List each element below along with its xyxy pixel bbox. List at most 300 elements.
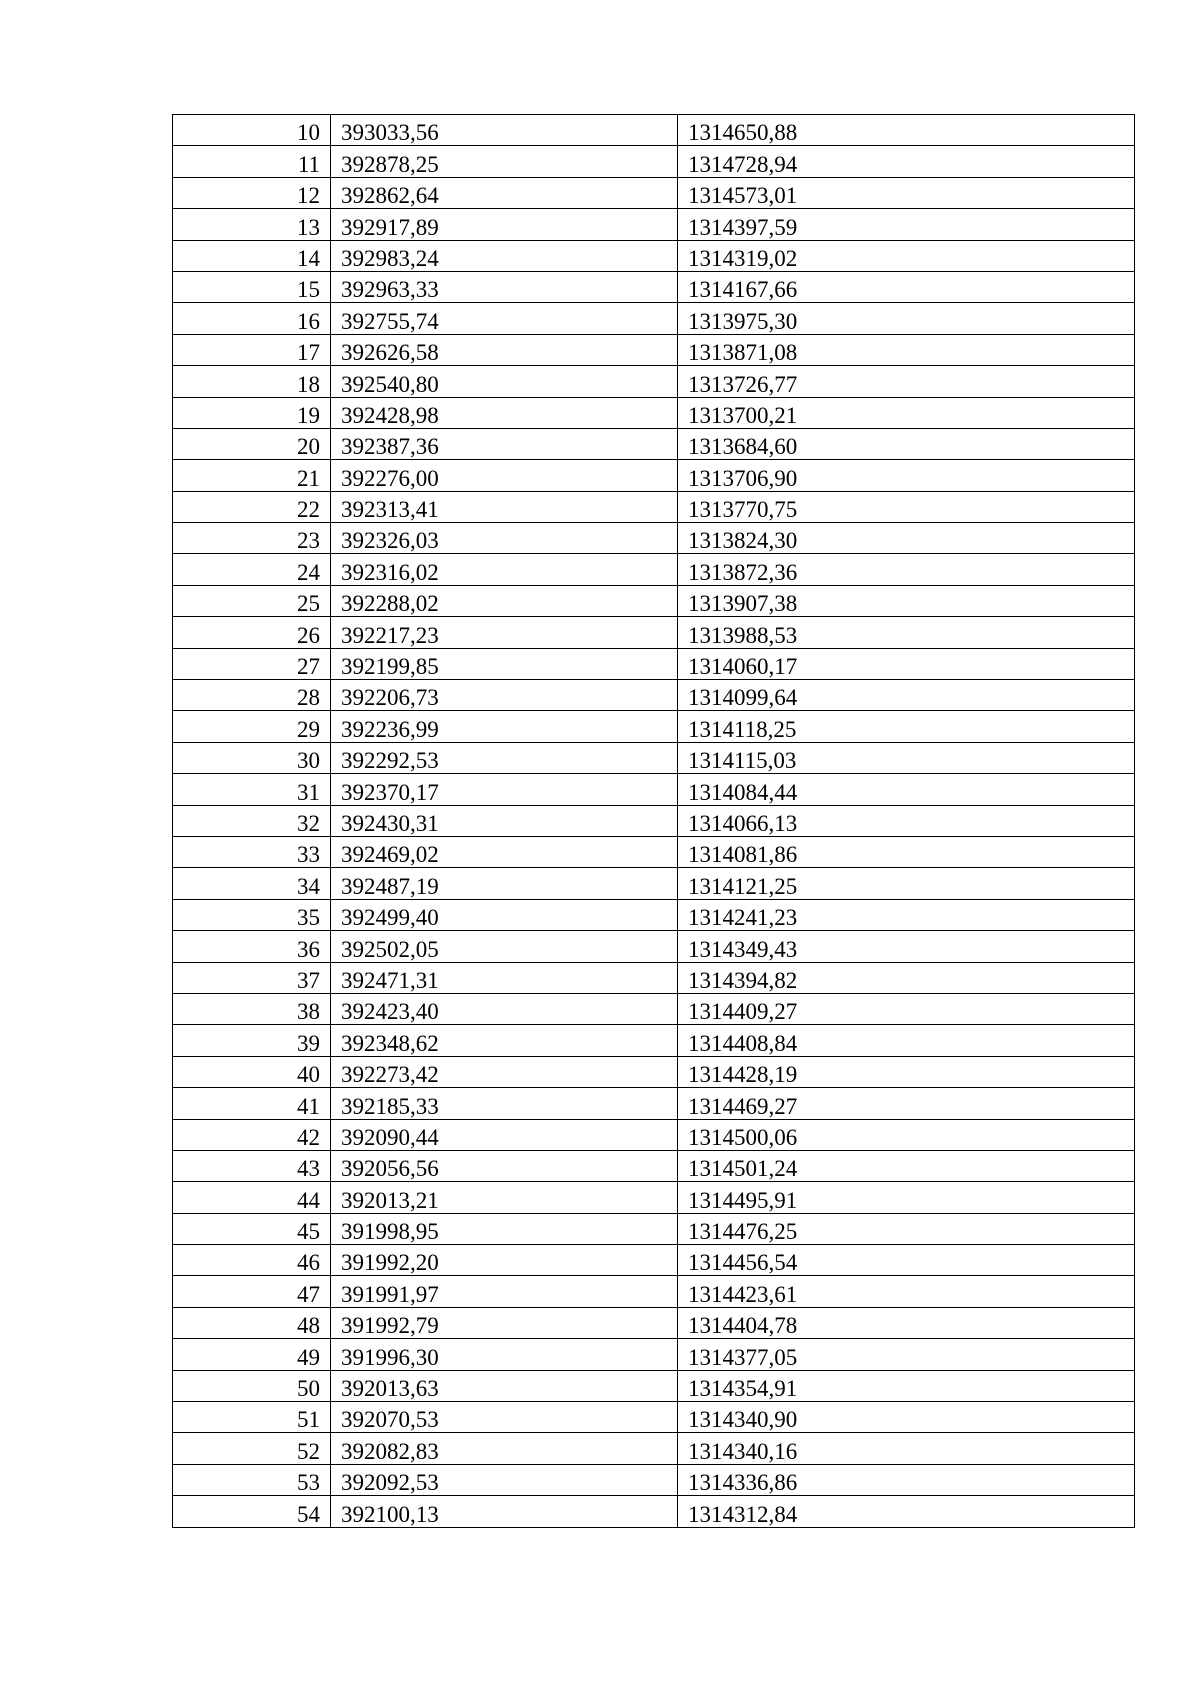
x-coordinate-cell: [331, 1433, 678, 1464]
y-coordinate-cell: [678, 836, 1135, 867]
point-number-text: 27: [297, 654, 320, 680]
y-coordinate-text: 1314428,19: [688, 1062, 798, 1088]
point-number-text: 15: [297, 277, 320, 303]
point-number-text: 54: [297, 1501, 320, 1527]
table-row: [173, 523, 1135, 554]
point-number-cell: [173, 491, 331, 522]
point-number-text: 50: [297, 1376, 320, 1402]
table-row: [173, 1307, 1135, 1338]
table-row: [173, 1370, 1135, 1401]
point-number-text: 31: [297, 779, 320, 805]
x-coordinate-text: 392199,85: [341, 654, 439, 680]
y-coordinate-cell: [678, 1088, 1135, 1119]
x-coordinate-text: 392082,83: [341, 1438, 439, 1464]
point-number-cell: [173, 303, 331, 334]
y-coordinate-cell: [678, 460, 1135, 491]
y-coordinate-cell: [678, 742, 1135, 773]
y-coordinate-text: 1314340,16: [688, 1438, 798, 1464]
x-coordinate-cell: [331, 1150, 678, 1181]
y-coordinate-text: 1314340,90: [688, 1407, 798, 1433]
y-coordinate-text: 1313770,75: [688, 497, 798, 523]
table-row: [173, 1339, 1135, 1370]
table-row: [173, 1088, 1135, 1119]
x-coordinate-text: 392423,40: [341, 999, 439, 1025]
x-coordinate-cell: [331, 303, 678, 334]
x-coordinate-text: 392430,31: [341, 810, 439, 836]
table-row: [173, 1150, 1135, 1181]
table-row: [173, 397, 1135, 428]
x-coordinate-text: 392056,56: [341, 1156, 439, 1182]
x-coordinate-text: 393033,56: [341, 120, 439, 146]
y-coordinate-text: 1314099,64: [688, 685, 798, 711]
x-coordinate-text: 392387,36: [341, 434, 439, 460]
point-number-text: 38: [297, 999, 320, 1025]
point-number-cell: [173, 115, 331, 146]
table-row: [173, 774, 1135, 805]
point-number-cell: [173, 962, 331, 993]
point-number-text: 26: [297, 622, 320, 648]
point-number-cell: [173, 836, 331, 867]
y-coordinate-text: 1314241,23: [688, 905, 798, 931]
table-row: [173, 899, 1135, 930]
point-number-text: 11: [297, 151, 320, 177]
table-row: [173, 1245, 1135, 1276]
point-number-cell: [173, 648, 331, 679]
point-number-cell: [173, 1056, 331, 1087]
point-number-cell: [173, 711, 331, 742]
x-coordinate-cell: [331, 1213, 678, 1244]
y-coordinate-text: 1314456,54: [688, 1250, 798, 1276]
point-number-cell: [173, 397, 331, 428]
y-coordinate-text: 1314319,02: [688, 245, 798, 271]
point-number-cell: [173, 271, 331, 302]
y-coordinate-cell: [678, 115, 1135, 146]
x-coordinate-text: 391996,30: [341, 1344, 439, 1370]
table-row: [173, 805, 1135, 836]
coordinates-table-body: [173, 115, 1135, 1528]
y-coordinate-text: 1314354,91: [688, 1376, 798, 1402]
table-row: [173, 240, 1135, 271]
point-number-text: 47: [297, 1281, 320, 1307]
y-coordinate-text: 1313706,90: [688, 465, 798, 491]
x-coordinate-text: 392316,02: [341, 559, 439, 585]
y-coordinate-text: 1314349,43: [688, 936, 798, 962]
point-number-cell: [173, 523, 331, 554]
x-coordinate-cell: [331, 1056, 678, 1087]
y-coordinate-text: 1314495,91: [688, 1187, 798, 1213]
y-coordinate-text: 1313684,60: [688, 434, 798, 460]
table-row: [173, 177, 1135, 208]
point-number-text: 30: [297, 748, 320, 774]
x-coordinate-text: 392273,42: [341, 1062, 439, 1088]
x-coordinate-text: 392185,33: [341, 1093, 439, 1119]
x-coordinate-text: 392276,00: [341, 465, 439, 491]
x-coordinate-cell: [331, 617, 678, 648]
y-coordinate-text: 1313988,53: [688, 622, 798, 648]
y-coordinate-cell: [678, 962, 1135, 993]
point-number-text: 29: [297, 716, 320, 742]
table-row: [173, 1433, 1135, 1464]
y-coordinate-text: 1314423,61: [688, 1281, 798, 1307]
y-coordinate-cell: [678, 1402, 1135, 1433]
table-row: [173, 1464, 1135, 1495]
y-coordinate-text: 1313871,08: [688, 340, 798, 366]
y-coordinate-text: 1313907,38: [688, 591, 798, 617]
point-number-text: 21: [297, 465, 320, 491]
point-number-cell: [173, 1213, 331, 1244]
x-coordinate-cell: [331, 648, 678, 679]
point-number-text: 14: [297, 245, 320, 271]
point-number-cell: [173, 1339, 331, 1370]
table-row: [173, 962, 1135, 993]
x-coordinate-cell: [331, 334, 678, 365]
point-number-text: 33: [297, 842, 320, 868]
x-coordinate-cell: [331, 460, 678, 491]
x-coordinate-cell: [331, 1370, 678, 1401]
table-row: [173, 617, 1135, 648]
table-row: [173, 1276, 1135, 1307]
x-coordinate-text: 391998,95: [341, 1219, 439, 1245]
y-coordinate-cell: [678, 240, 1135, 271]
point-number-cell: [173, 742, 331, 773]
table-row: [173, 428, 1135, 459]
table-row: [173, 868, 1135, 899]
point-number-text: 18: [297, 371, 320, 397]
y-coordinate-text: 1314312,84: [688, 1501, 798, 1527]
point-number-cell: [173, 1307, 331, 1338]
x-coordinate-text: 392090,44: [341, 1124, 439, 1150]
x-coordinate-text: 392092,53: [341, 1470, 439, 1496]
x-coordinate-cell: [331, 146, 678, 177]
y-coordinate-cell: [678, 805, 1135, 836]
x-coordinate-cell: [331, 993, 678, 1024]
y-coordinate-cell: [678, 397, 1135, 428]
y-coordinate-text: 1313824,30: [688, 528, 798, 554]
y-coordinate-text: 1314409,27: [688, 999, 798, 1025]
x-coordinate-text: 392288,02: [341, 591, 439, 617]
point-number-cell: [173, 1150, 331, 1181]
y-coordinate-cell: [678, 554, 1135, 585]
point-number-text: 39: [297, 1030, 320, 1056]
x-coordinate-cell: [331, 711, 678, 742]
point-number-cell: [173, 146, 331, 177]
x-coordinate-cell: [331, 1088, 678, 1119]
coordinates-table: [172, 114, 1135, 1528]
table-row: [173, 1213, 1135, 1244]
y-coordinate-text: 1314500,06: [688, 1124, 798, 1150]
table-row: [173, 115, 1135, 146]
point-number-cell: [173, 366, 331, 397]
point-number-text: 23: [297, 528, 320, 554]
point-number-text: 43: [297, 1156, 320, 1182]
table-row: [173, 366, 1135, 397]
point-number-text: 46: [297, 1250, 320, 1276]
y-coordinate-cell: [678, 868, 1135, 899]
y-coordinate-cell: [678, 1213, 1135, 1244]
x-coordinate-cell: [331, 1119, 678, 1150]
x-coordinate-text: 392348,62: [341, 1030, 439, 1056]
y-coordinate-cell: [678, 585, 1135, 616]
y-coordinate-cell: [678, 1119, 1135, 1150]
table-row: [173, 209, 1135, 240]
x-coordinate-cell: [331, 428, 678, 459]
y-coordinate-cell: [678, 523, 1135, 554]
y-coordinate-cell: [678, 1025, 1135, 1056]
y-coordinate-cell: [678, 1245, 1135, 1276]
point-number-text: 10: [297, 120, 320, 146]
x-coordinate-cell: [331, 397, 678, 428]
x-coordinate-cell: [331, 209, 678, 240]
y-coordinate-cell: [678, 617, 1135, 648]
y-coordinate-text: 1314060,17: [688, 654, 798, 680]
point-number-cell: [173, 899, 331, 930]
y-coordinate-cell: [678, 1496, 1135, 1527]
x-coordinate-cell: [331, 1276, 678, 1307]
y-coordinate-cell: [678, 366, 1135, 397]
x-coordinate-text: 392626,58: [341, 340, 439, 366]
point-number-cell: [173, 554, 331, 585]
y-coordinate-text: 1313700,21: [688, 402, 798, 428]
y-coordinate-text: 1314167,66: [688, 277, 798, 303]
point-number-cell: [173, 931, 331, 962]
point-number-text: 17: [297, 340, 320, 366]
x-coordinate-text: 392917,89: [341, 214, 439, 240]
y-coordinate-text: 1314650,88: [688, 120, 798, 146]
y-coordinate-cell: [678, 491, 1135, 522]
point-number-cell: [173, 805, 331, 836]
table-row: [173, 146, 1135, 177]
x-coordinate-text: 391992,79: [341, 1313, 439, 1339]
x-coordinate-cell: [331, 868, 678, 899]
x-coordinate-text: 392540,80: [341, 371, 439, 397]
y-coordinate-cell: [678, 428, 1135, 459]
x-coordinate-cell: [331, 1464, 678, 1495]
point-number-cell: [173, 1402, 331, 1433]
y-coordinate-cell: [678, 334, 1135, 365]
y-coordinate-cell: [678, 1339, 1135, 1370]
x-coordinate-cell: [331, 1182, 678, 1213]
table-row: [173, 460, 1135, 491]
y-coordinate-text: 1314476,25: [688, 1219, 798, 1245]
x-coordinate-cell: [331, 1025, 678, 1056]
x-coordinate-text: 392502,05: [341, 936, 439, 962]
x-coordinate-cell: [331, 491, 678, 522]
point-number-text: 34: [297, 873, 320, 899]
y-coordinate-text: 1314469,27: [688, 1093, 798, 1119]
y-coordinate-cell: [678, 209, 1135, 240]
x-coordinate-cell: [331, 1402, 678, 1433]
x-coordinate-cell: [331, 177, 678, 208]
x-coordinate-cell: [331, 742, 678, 773]
x-coordinate-text: 392963,33: [341, 277, 439, 303]
x-coordinate-cell: [331, 554, 678, 585]
point-number-cell: [173, 334, 331, 365]
point-number-cell: [173, 1119, 331, 1150]
x-coordinate-cell: [331, 366, 678, 397]
y-coordinate-text: 1314336,86: [688, 1470, 798, 1496]
x-coordinate-cell: [331, 240, 678, 271]
y-coordinate-cell: [678, 177, 1135, 208]
x-coordinate-cell: [331, 899, 678, 930]
y-coordinate-cell: [678, 271, 1135, 302]
point-number-text: 35: [297, 905, 320, 931]
y-coordinate-cell: [678, 146, 1135, 177]
point-number-text: 45: [297, 1219, 320, 1245]
y-coordinate-cell: [678, 1307, 1135, 1338]
point-number-cell: [173, 177, 331, 208]
table-row: [173, 491, 1135, 522]
point-number-cell: [173, 1370, 331, 1401]
point-number-cell: [173, 1088, 331, 1119]
point-number-cell: [173, 680, 331, 711]
x-coordinate-cell: [331, 836, 678, 867]
point-number-cell: [173, 1025, 331, 1056]
x-coordinate-cell: [331, 1307, 678, 1338]
point-number-cell: [173, 240, 331, 271]
y-coordinate-text: 1314118,25: [688, 716, 797, 742]
table-row: [173, 303, 1135, 334]
y-coordinate-text: 1313726,77: [688, 371, 798, 397]
y-coordinate-cell: [678, 648, 1135, 679]
x-coordinate-text: 392313,41: [341, 497, 439, 523]
point-number-text: 25: [297, 591, 320, 617]
y-coordinate-cell: [678, 899, 1135, 930]
point-number-text: 40: [297, 1062, 320, 1088]
y-coordinate-cell: [678, 680, 1135, 711]
y-coordinate-text: 1314408,84: [688, 1030, 798, 1056]
point-number-text: 51: [297, 1407, 320, 1433]
y-coordinate-text: 1314081,86: [688, 842, 798, 868]
point-number-text: 12: [297, 183, 320, 209]
table-row: [173, 1402, 1135, 1433]
point-number-cell: [173, 993, 331, 1024]
y-coordinate-cell: [678, 1150, 1135, 1181]
x-coordinate-cell: [331, 774, 678, 805]
point-number-text: 42: [297, 1124, 320, 1150]
point-number-text: 36: [297, 936, 320, 962]
y-coordinate-text: 1314573,01: [688, 183, 798, 209]
point-number-cell: [173, 209, 331, 240]
table-row: [173, 1025, 1135, 1056]
point-number-cell: [173, 428, 331, 459]
y-coordinate-cell: [678, 1056, 1135, 1087]
y-coordinate-text: 1314501,24: [688, 1156, 798, 1182]
x-coordinate-text: 392217,23: [341, 622, 439, 648]
point-number-cell: [173, 774, 331, 805]
y-coordinate-cell: [678, 931, 1135, 962]
y-coordinate-text: 1313975,30: [688, 308, 798, 334]
x-coordinate-text: 392755,74: [341, 308, 439, 334]
point-number-cell: [173, 868, 331, 899]
y-coordinate-cell: [678, 1182, 1135, 1213]
y-coordinate-text: 1314121,25: [688, 873, 798, 899]
x-coordinate-cell: [331, 931, 678, 962]
y-coordinate-text: 1314377,05: [688, 1344, 798, 1370]
x-coordinate-cell: [331, 523, 678, 554]
x-coordinate-text: 392326,03: [341, 528, 439, 554]
y-coordinate-cell: [678, 303, 1135, 334]
table-row: [173, 1056, 1135, 1087]
y-coordinate-text: 1314394,82: [688, 967, 798, 993]
y-coordinate-cell: [678, 1276, 1135, 1307]
point-number-text: 49: [297, 1344, 320, 1370]
x-coordinate-cell: [331, 1339, 678, 1370]
x-coordinate-text: 392206,73: [341, 685, 439, 711]
x-coordinate-cell: [331, 271, 678, 302]
point-number-cell: [173, 1182, 331, 1213]
x-coordinate-text: 392100,13: [341, 1501, 439, 1527]
x-coordinate-text: 392878,25: [341, 151, 439, 177]
point-number-text: 13: [297, 214, 320, 240]
x-coordinate-cell: [331, 962, 678, 993]
y-coordinate-cell: [678, 774, 1135, 805]
x-coordinate-text: 392487,19: [341, 873, 439, 899]
table-row: [173, 1496, 1135, 1527]
x-coordinate-cell: [331, 805, 678, 836]
y-coordinate-cell: [678, 993, 1135, 1024]
point-number-text: 20: [297, 434, 320, 460]
point-number-text: 53: [297, 1470, 320, 1496]
x-coordinate-text: 392499,40: [341, 905, 439, 931]
y-coordinate-text: 1313872,36: [688, 559, 798, 585]
table-row: [173, 931, 1135, 962]
x-coordinate-text: 392070,53: [341, 1407, 439, 1433]
y-coordinate-text: 1314066,13: [688, 810, 798, 836]
point-number-cell: [173, 1245, 331, 1276]
point-number-cell: [173, 1496, 331, 1527]
point-number-cell: [173, 585, 331, 616]
x-coordinate-cell: [331, 115, 678, 146]
point-number-text: 22: [297, 497, 320, 523]
point-number-text: 52: [297, 1438, 320, 1464]
y-coordinate-cell: [678, 1464, 1135, 1495]
x-coordinate-text: 391992,20: [341, 1250, 439, 1276]
table-row: [173, 711, 1135, 742]
point-number-text: 16: [297, 308, 320, 334]
table-row: [173, 334, 1135, 365]
point-number-cell: [173, 460, 331, 491]
table-row: [173, 1119, 1135, 1150]
x-coordinate-cell: [331, 585, 678, 616]
x-coordinate-text: 392428,98: [341, 402, 439, 428]
x-coordinate-text: 392469,02: [341, 842, 439, 868]
table-row: [173, 585, 1135, 616]
y-coordinate-text: 1314084,44: [688, 779, 798, 805]
x-coordinate-text: 392471,31: [341, 967, 439, 993]
table-row: [173, 648, 1135, 679]
x-coordinate-cell: [331, 1496, 678, 1527]
point-number-cell: [173, 1464, 331, 1495]
x-coordinate-text: 392013,63: [341, 1376, 439, 1402]
point-number-text: 41: [297, 1093, 320, 1119]
point-number-cell: [173, 1433, 331, 1464]
point-number-text: 19: [297, 402, 320, 428]
y-coordinate-text: 1314404,78: [688, 1313, 798, 1339]
table-row: [173, 271, 1135, 302]
x-coordinate-text: 392983,24: [341, 245, 439, 271]
x-coordinate-text: 392370,17: [341, 779, 439, 805]
y-coordinate-text: 1314728,94: [688, 151, 798, 177]
x-coordinate-cell: [331, 680, 678, 711]
y-coordinate-text: 1314397,59: [688, 214, 798, 240]
table-row: [173, 1182, 1135, 1213]
point-number-text: 48: [297, 1313, 320, 1339]
table-row: [173, 993, 1135, 1024]
point-number-text: 37: [297, 967, 320, 993]
y-coordinate-cell: [678, 1370, 1135, 1401]
x-coordinate-text: 391991,97: [341, 1281, 439, 1307]
x-coordinate-text: 392013,21: [341, 1187, 439, 1213]
